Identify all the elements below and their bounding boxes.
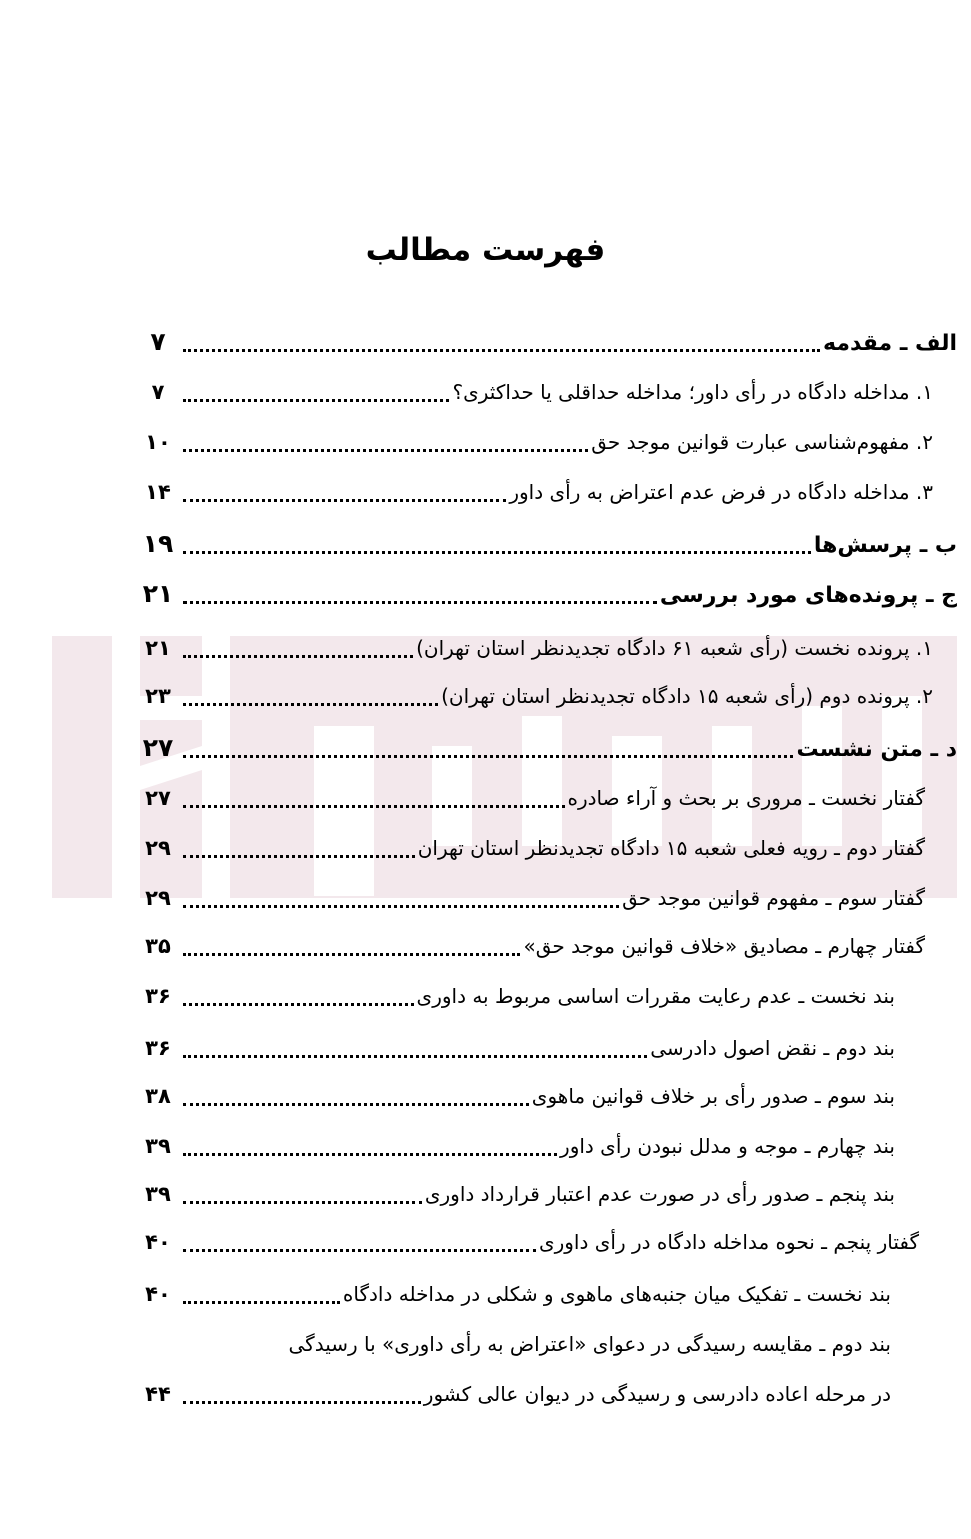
toc-entry-page: ۱۰ <box>145 430 171 454</box>
toc-entry-label: بند نخست ـ تفکیک میان جنبه‌های ماهوی و شکلی در مداخله دادگاه <box>342 1282 891 1306</box>
toc-entry[interactable] <box>139 976 895 1016</box>
dot-leader <box>183 1003 414 1006</box>
toc-entry-page: ۲۷ <box>142 733 174 762</box>
toc-entry[interactable] <box>139 628 933 668</box>
dot-leader <box>183 499 506 502</box>
dot-leader <box>183 1301 340 1304</box>
toc-entry-label: بند چهارم ـ موجه و مدلل نبودن رأی داور <box>560 1134 895 1158</box>
toc-entry[interactable] <box>139 472 933 512</box>
toc-entry[interactable] <box>139 1274 891 1314</box>
dot-leader <box>183 1201 422 1204</box>
dot-leader <box>183 601 657 604</box>
toc-entry-label: الف ـ مقدمه <box>823 331 957 356</box>
toc-entry-page: ۴۴ <box>145 1382 171 1406</box>
toc-entry-label: ۱. مداخله دادگاه در رأی داور؛ مداخله حداقلی یا حداکثری؟ <box>452 380 933 404</box>
dot-leader <box>183 855 415 858</box>
toc-entry-label: گفتار پنجم ـ نحوه مداخله دادگاه در رأی داوری <box>538 1230 919 1254</box>
toc-entry-page: ۳۸ <box>145 1084 171 1108</box>
toc-entry-page: ۷ <box>151 380 165 404</box>
dot-leader <box>183 349 820 352</box>
toc-entry-label: ۲. پرونده دوم (رأی شعبه ۱۵ دادگاه تجدیدنظر استان تهران) <box>441 684 933 708</box>
dot-leader <box>183 953 520 956</box>
toc-entry-label: بند پنجم ـ صدور رأی در صورت عدم اعتبار قرارداد داوری <box>424 1182 895 1206</box>
page-title: فهرست مطالب <box>365 232 606 268</box>
dot-leader <box>183 1401 421 1404</box>
toc-entry-label: ب ـ پرسش‌ها <box>813 533 957 558</box>
dot-leader <box>183 449 588 452</box>
toc-entry-label: بند سوم ـ صدور رأی بر خلاف قوانین ماهوی <box>531 1084 895 1108</box>
toc-entry-label: در مرحله اعاده دادرسی و رسیدگی در دیوان عالی کشور <box>423 1382 891 1406</box>
toc-entry[interactable] <box>139 728 957 768</box>
toc-entry-label: ۲. مفهوم‌شناسی عبارت قوانین موجد حق <box>591 430 933 454</box>
toc-entry-page: ۴۰ <box>145 1282 171 1306</box>
toc-entry-label: گفتار دوم ـ رویه فعلی شعبه ۱۵ دادگاه تجدیدنظر استان تهران <box>417 836 925 860</box>
toc-entry-page: ۲۷ <box>145 786 171 810</box>
toc-entry[interactable] <box>139 1222 919 1262</box>
toc-entry-label: ج ـ پرونده‌های مورد بررسی <box>659 583 957 608</box>
toc-entry[interactable] <box>139 778 925 818</box>
toc-entry[interactable] <box>139 1028 895 1068</box>
toc-entry-label: ۱. پرونده نخست (رأی شعبه ۶۱ دادگاه تجدیدنظر استان تهران) <box>416 636 933 660</box>
dot-leader <box>183 655 413 658</box>
toc-entry-page: ۲۹ <box>145 836 171 860</box>
toc-entry-page: ۳۹ <box>145 1182 171 1206</box>
toc-entry[interactable] <box>139 676 933 716</box>
toc-entry[interactable] <box>139 524 957 564</box>
toc-entry-label: بند نخست ـ عدم رعایت مقررات اساسی مربوط به داوری <box>416 984 895 1008</box>
toc-entry-page: ۲۳ <box>145 684 171 708</box>
toc-entry-label: بند دوم ـ مقایسه رسیدگی در دعوای «اعتراض به رأی داوری» با رسیدگی <box>288 1332 891 1356</box>
toc-entry[interactable] <box>139 1174 895 1214</box>
toc-entry-page: ۱۴ <box>145 480 171 504</box>
dot-leader <box>183 1103 529 1106</box>
toc-entry-page: ۴۰ <box>145 1230 171 1254</box>
toc-entry-page: ۷ <box>150 327 166 356</box>
toc-entry[interactable] <box>139 1126 895 1166</box>
dot-leader <box>183 805 565 808</box>
toc-entry[interactable] <box>139 878 925 918</box>
dot-leader <box>183 551 811 554</box>
toc-entry[interactable] <box>139 926 925 966</box>
toc-entry[interactable] <box>139 322 957 362</box>
toc-entry[interactable] <box>139 422 933 462</box>
dot-leader <box>183 399 449 402</box>
toc-entry-page: ۲۱ <box>145 636 171 660</box>
toc-entry-page: ۳۵ <box>145 934 171 958</box>
toc-entry[interactable] <box>139 574 957 614</box>
dot-leader <box>183 755 793 758</box>
toc-entry[interactable] <box>139 828 925 868</box>
toc-entry-label: گفتار نخست ـ مروری بر بحث و آراء صادره <box>567 786 925 810</box>
toc-entry-label: د ـ متن نشست <box>796 737 957 762</box>
toc-entry-label: بند دوم ـ نقض اصول دادرسی <box>650 1036 895 1060</box>
toc-entry-page: ۱۹ <box>142 529 174 558</box>
toc-entry-label: ۳. مداخله دادگاه در فرض عدم اعتراض به رأی داور <box>509 480 933 504</box>
toc-entry-label: گفتار چهارم ـ مصادیق «خلاف قوانین موجد حق» <box>523 934 925 958</box>
toc-entry-page: ۲۱ <box>142 579 174 608</box>
toc-entry[interactable] <box>139 1324 891 1364</box>
dot-leader <box>183 1249 536 1252</box>
toc-entry-page: ۲۹ <box>145 886 171 910</box>
toc-entry[interactable] <box>139 1374 891 1414</box>
toc-entry-page: ۳۶ <box>145 984 171 1008</box>
toc-entry-page: ۳۹ <box>145 1134 171 1158</box>
toc-entry[interactable] <box>139 372 933 412</box>
toc-entry[interactable] <box>139 1076 895 1116</box>
dot-leader <box>183 703 438 706</box>
dot-leader <box>183 1055 647 1058</box>
toc-entry-page: ۳۶ <box>145 1036 171 1060</box>
toc-entry-label: گفتار سوم ـ مفهوم قوانین موجد حق <box>622 886 925 910</box>
dot-leader <box>183 1153 557 1156</box>
dot-leader <box>183 905 619 908</box>
